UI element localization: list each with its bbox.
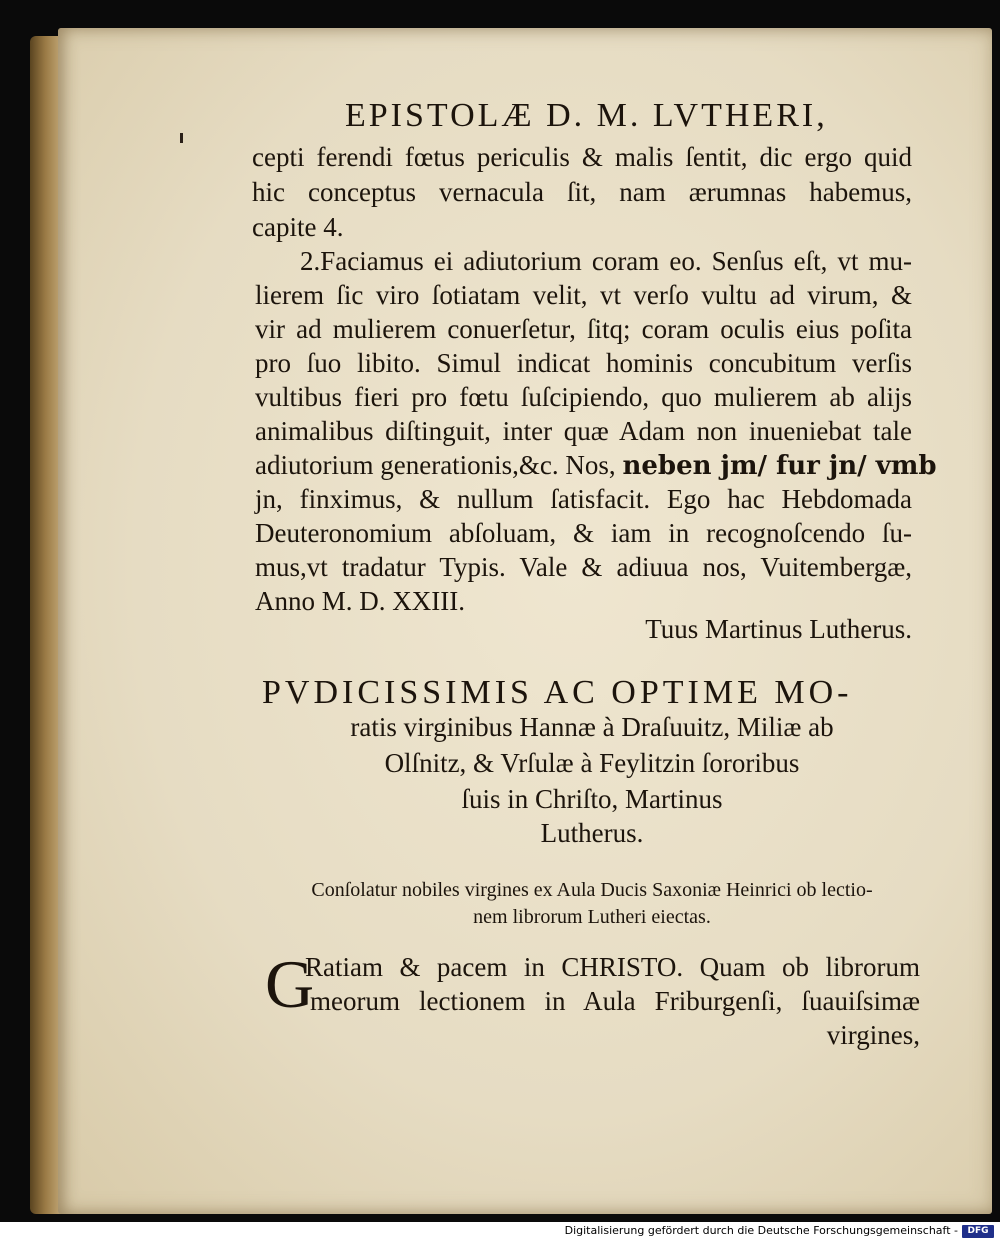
letter-line: lierem ſic viro ſotiatam velit, vt verſo vultu ad virum, & [255,280,912,310]
drop-capital: G [265,946,315,1022]
letter-line: mus,vt tradatur Typis. Vale & adiuua nos, Vuitembergæ, [255,552,912,582]
footer-bar [0,1222,1000,1241]
funding-credit: Digitalisierung gefördert durch die Deutsche Forschungsgemeinschaft - [564,1224,958,1237]
german-phrase: neben jm/ fur jn/ vmb [622,451,937,481]
letter-line: 2.Faciamus ei adiutorium coram eo. Senſus eſt, vt mu- [300,246,912,276]
letter-line: Anno M. D. XXIII. [255,586,465,616]
dedication-line: Olſnitz, & Vrſulæ à Feylitzin ſororibus [384,748,800,778]
dedication-line: Lutherus. [540,818,644,848]
letter-line: Deuteronomium abſoluam, & iam in recognoſcendo ſu- [255,518,912,548]
body-line: Ratiam & pacem in CHRISTO. Quam ob librorum [305,952,920,982]
argument-line: nem librorum Lutheri eiectas. [473,906,711,928]
letter-line-with-german [255,448,937,483]
signature: Tuus Martinus Lutherus. [645,614,912,644]
letter-line: jn, finximus, & nullum ſatisfacit. Ego hac Hebdomada [255,484,912,514]
argument-line: Conſolatur nobiles virgines ex Aula Ducis Saxoniæ Heinrici ob lectio- [311,879,873,901]
dedication-title: PVDICISSIMIS AC OPTIME MO- [262,674,853,711]
letter-line: capite 4. [252,212,344,242]
letter-line: animalibus diſtinguit, inter quæ Adam non inueniebat tale [255,416,912,446]
letter-line: pro ſuo libito. Simul indicat hominis concubitum verſis [255,348,912,378]
body-line: meorum lectionem in Aula Friburgenſi, ſuauiſsimæ [310,986,920,1016]
dedication-line: ſuis in Chriſto, Martinus [461,784,723,814]
ink-mark [180,133,183,143]
letter-line: vir ad mulierem conuerſetur, ſitq; coram oculis eius poſita [255,314,912,344]
dfg-logo[interactable]: DFG [962,1225,994,1238]
dedication-line: ratis virginibus Hannæ à Draſuuitz, Miliæ ab [350,712,834,742]
letter-line: hic conceptus vernacula ſit, nam ærumnas habemus, [252,177,912,207]
letter-line: cepti ferendi fœtus periculis & malis ſentit, dic ergo quid [252,142,912,172]
letter-line-text: adiutorium generationis,&c. Nos, [255,450,616,480]
running-title: EPISTOLÆ D. M. LVTHERI, [345,97,828,134]
catchword: virgines, [826,1020,920,1050]
letter-line: vultibus fieri pro fœtu ſuſcipiendo, quo mulierem ab alijs [255,382,912,412]
